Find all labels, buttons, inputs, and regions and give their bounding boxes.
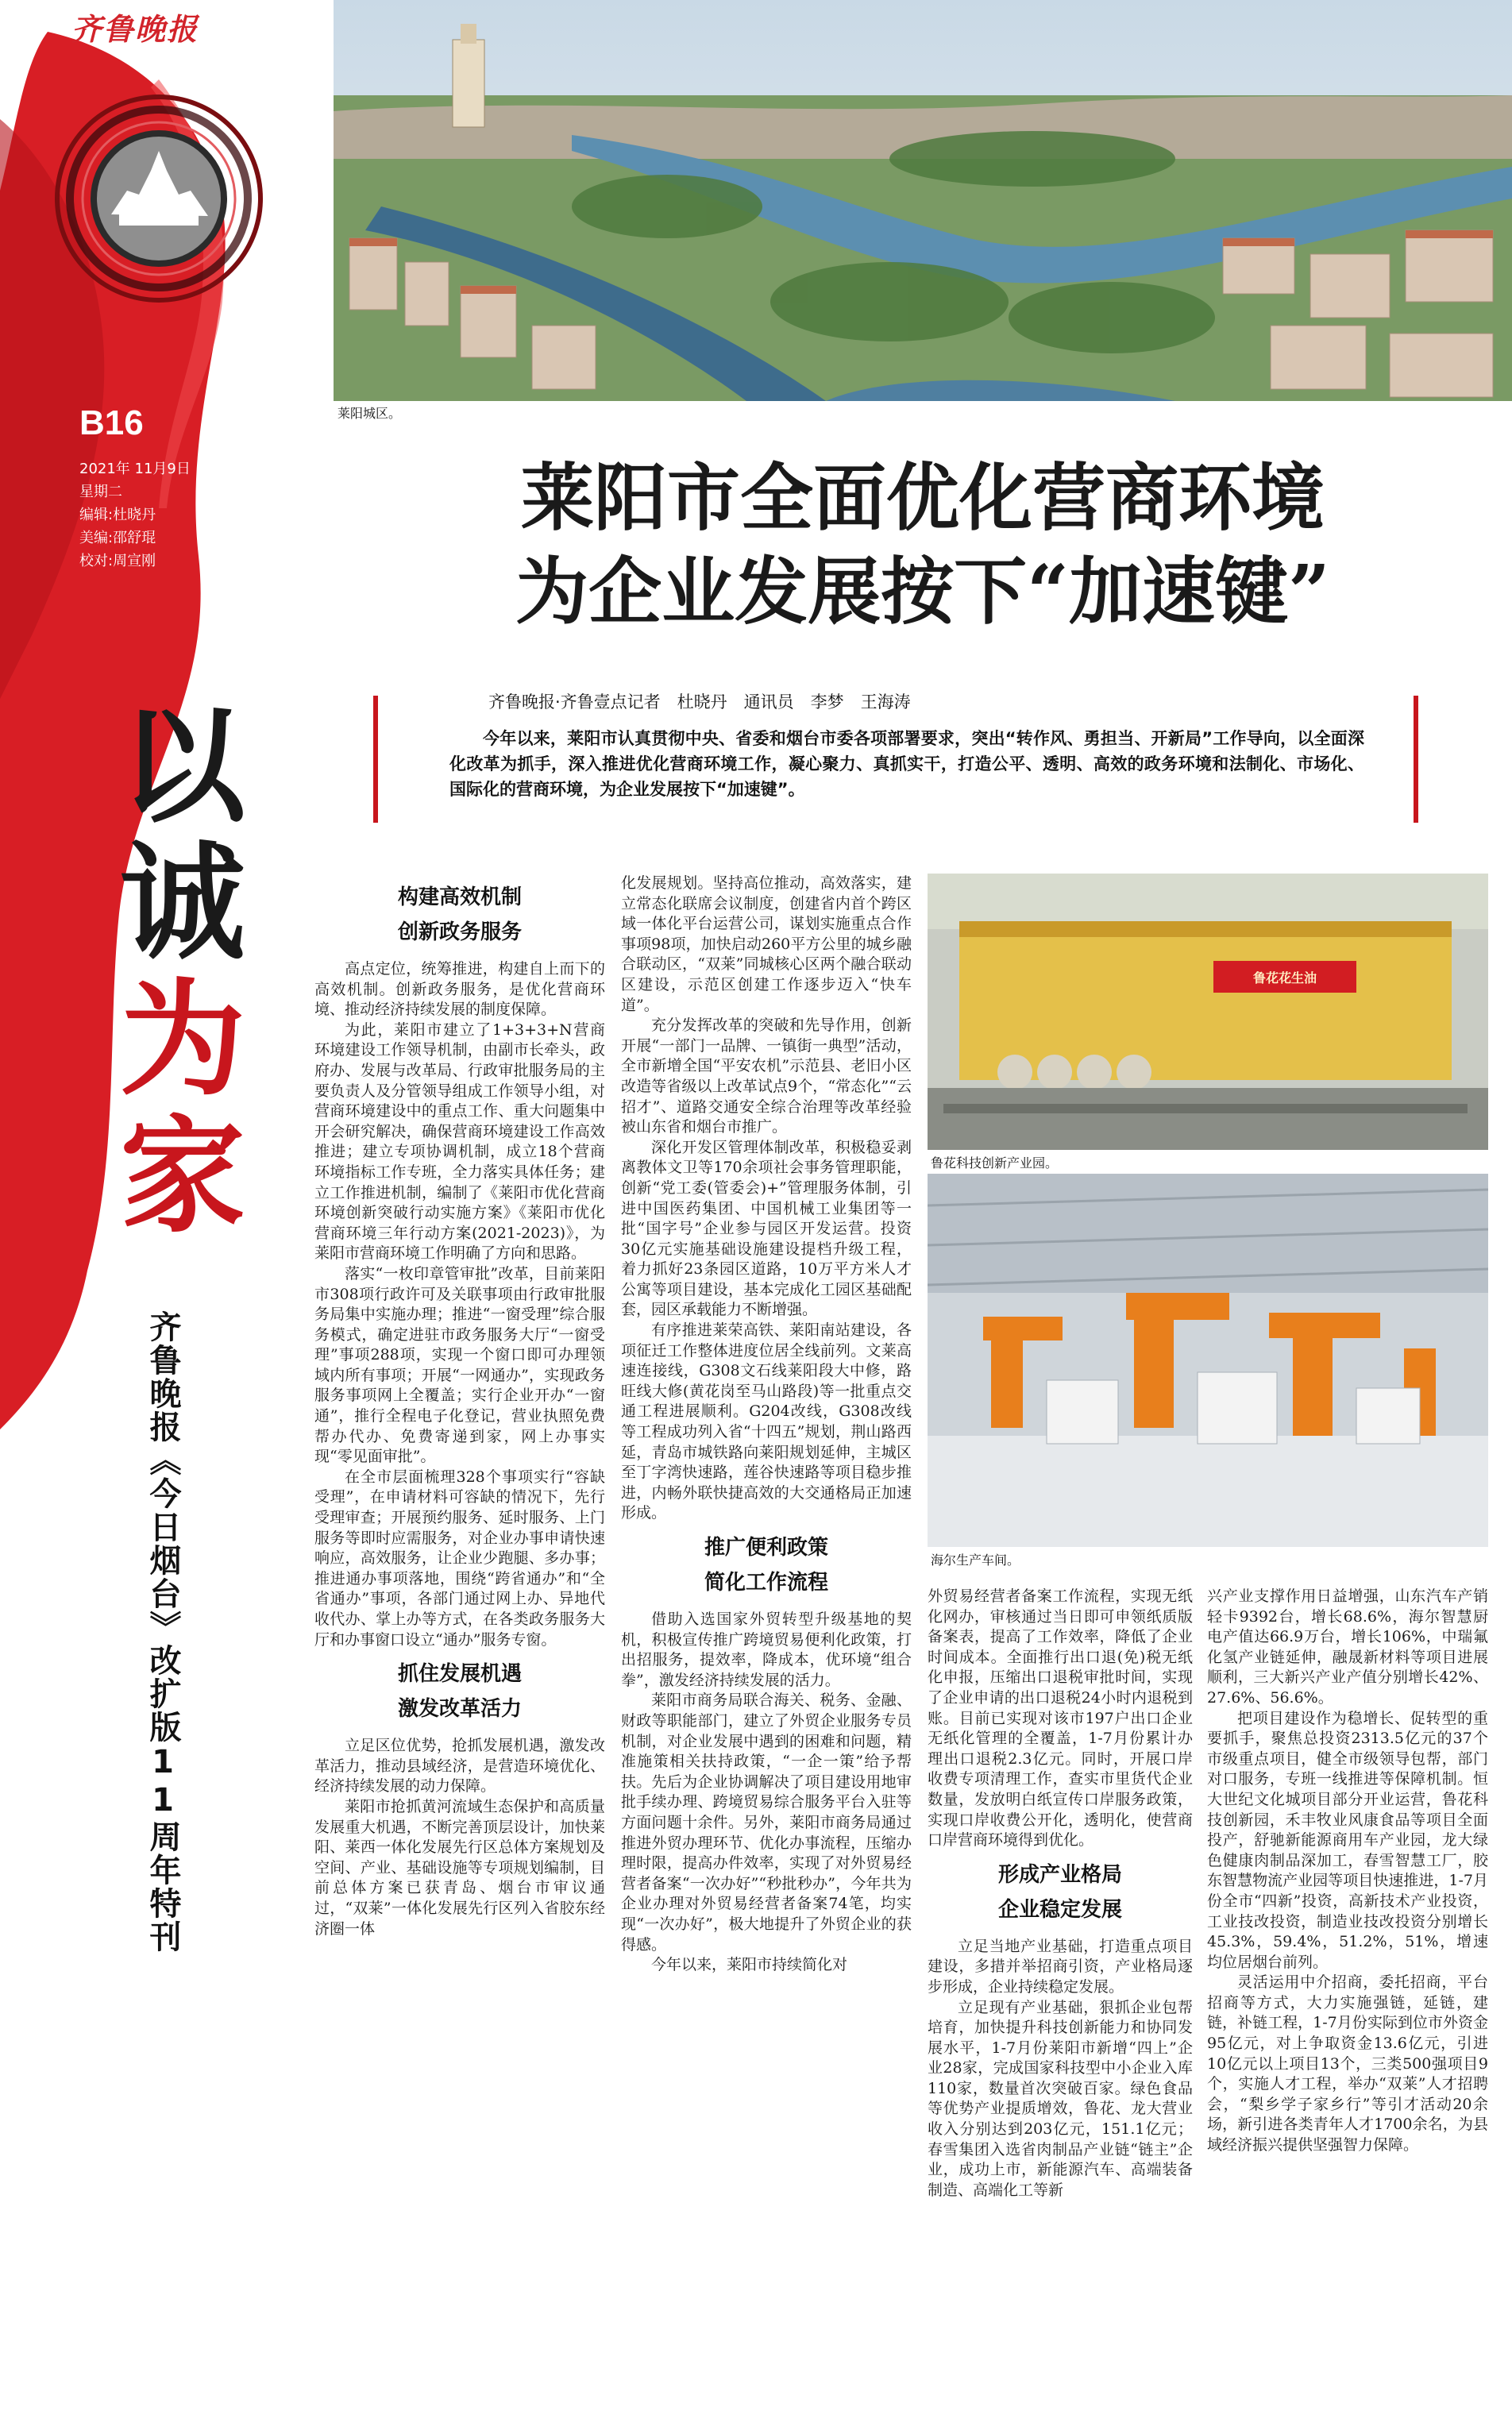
paragraph: 外贸易经营者备案工作流程，实现无纸化网办，审核通过当日即可申领纸质版备案表，提高了工作效率，降低了企业时间成本。全面推行出口退(免)税无纸化申报，压缩出口退税审批时间，实现了企业申请的出口退税24小时内退税到账。目前已实现对该市197户出口企业无纸化管理的全覆盖，1-7月份累计办理出口退税2.3亿元。同时，开展口岸收费专项清理工作，查实市里货代企业数量，发放明白纸宣传口岸服务政策，实现口岸收费公开化，透明化，使营商口岸营商环境得到优化。 (928, 1587, 1193, 1850)
column-1 (314, 874, 605, 1939)
headline-line-1: 莱阳市全面优化营商环境 (520, 455, 1325, 541)
paragraph: 莱阳市商务局联合海关、税务、金融、财政等职能部门，建立了外贸企业服务专员机制，对企业发展中遇到的困难和问题，精准施策相关扶持政策，“一企一策”给予帮扶。先后为企业协调解决了项目建设用地审批手续办理、跨境贸易综合服务平台入驻等方面问题十余件。另外，莱阳市商务局通过推进外贸办理环节、优化办事流程，压缩办理时限，提高办件效率，实现了对外贸易经营者备案“一次办好”“秒批秒办”，今年共为企业办理对外贸易经营者备案74笔，均实现“一次办好”，极大地提升了外贸企业的获得感。 (621, 1691, 912, 1954)
paragraph: 兴产业支撑作用日益增强，山东汽车产销轻卡9392台，增长68.6%，海尔智慧厨电产值达66.9万台，增长106%，中瑞氟化氢产业链延伸，融晟新材料等项目进展顺利，三大新兴产业产值分别增长42%、27.6%、56.6%。 (1207, 1587, 1488, 1707)
editor: 编辑:杜晓丹 (79, 507, 156, 523)
proofreader: 校对:周宣刚 (79, 553, 156, 569)
city-aerial-photo (334, 0, 1512, 401)
factory-photo (928, 874, 1488, 1150)
motto-char-3: 为 (120, 966, 245, 1113)
column-4 (1207, 1587, 1488, 2156)
special-issue-title: 齐鲁晚报《今日烟台》改扩版11周年特刊 (145, 1310, 181, 1954)
factory-photo-caption: 鲁花科技创新产业园。 (931, 1155, 1059, 1171)
subhead-opportunity: 抓住发展机遇 激发改革活力 (397, 1662, 522, 1722)
top-photo-caption: 莱阳城区。 (338, 406, 402, 421)
column-3 (928, 1587, 1193, 2201)
paragraph: 借助入选国家外贸转型升级基地的契机，积极宣传推广跨境贸易便利化政策，打出招服务，提效率，降成本，优环境“组合拳”，激发经济持续发展的活力。 (621, 1610, 912, 1689)
paragraph: 高点定位，统筹推进，构建自上而下的高效机制。创新政务服务，是优化营商环境、推动经济持续发展的制度保障。 (314, 960, 605, 1019)
paragraph: 在全市层面梳理328个事项实行“容缺受理”，在申请材料可容缺的情况下，先行受理审查；开展预约服务、延时服务、上门服务等即时应需服务，对企业办事申请快速响应，高效服务，让企业少跑腿、多办事；推进通办事项落地，围绕“跨省通办”和“全省通办”事项，各部门通过网上办、异地代收代办、掌上办等方式，在各类政务服务大厅和办事窗口设立“通办”服务专窗。 (314, 1468, 605, 1649)
paragraph: 深化开发区管理体制改革，积极稳妥剥离教体文卫等170余项社会事务管理职能，创新“党工委(管委会)+”管理服务体制，引进中国医药集团、中国机械工业集团等一批“国字号”企业参与园区开发运营。投资30亿元实施基础设施建设提档升级工程，着力抓好23条园区道路，10万平方米人才公寓等项目建设，基本完成化工园区基础配套，园区承载能力不断增强。 (621, 1138, 912, 1319)
issue-date: 2021年 11月9日 (79, 461, 191, 477)
lead-paragraph: 今年以来，莱阳市认真贯彻中央、省委和烟台市委各项部署要求，突出“转作风、勇担当、开新局”工作导向，以全面深化改革为抓手，深入推进优化营商环境工作，凝心聚力、真抓实干，打造公平、透明、高效的政务环境和法制化、市场化、国际化的营商环境，为企业发展按下“加速键”。 (449, 729, 1364, 799)
paper-logo: 齐鲁晚报 (71, 12, 199, 47)
paragraph: 充分发挥改革的突破和先导作用，创新开展“一部门一品牌、一镇街一典型”活动，全市新增全国“平安农机”示范县、老旧小区改造等省级以上改革试点9个，“常态化”“云招才”、道路交通安全综合治理等改革经验被山东省和烟台市推广。 (621, 1016, 912, 1136)
accent-bar-right (1414, 696, 1418, 823)
workshop-photo (928, 1174, 1488, 1547)
factory-sign: 鲁花花生油 (1252, 970, 1317, 986)
motto-char-4: 家 (120, 1103, 245, 1250)
byline: 齐鲁晚报·齐鲁壹点记者 杜晓丹 通讯员 李梦 王海涛 (488, 692, 911, 712)
subhead-policy: 推广便利政策 简化工作流程 (704, 1536, 828, 1595)
headline-line-2: 为企业发展按下“加速键” (515, 549, 1330, 635)
subhead-mechanism: 构建高效机制 创新政务服务 (397, 885, 522, 944)
motto-char-1: 以 (120, 693, 245, 840)
motto (111, 693, 254, 1250)
paragraph: 灵活运用中介招商，委托招商，平台招商等方式，大力实施强链，延链，建链，补链工程，1-7月份实际到位市外资金95亿元，对上争取资金13.6亿元，引进10亿元以上项目13个，三类500强项目9个，实施人才工程，举办“双莱”人才招聘会，“梨乡学子家乡行”等引才活动20余场，新引进各类青年人才1700余名，为县域经济振兴提供坚强智力保障。 (1207, 1973, 1488, 2154)
paragraph: 化发展规划。坚持高位推动，高效落实，建立常态化联席会议制度，创建省内首个跨区域一体化平台运营公司，谋划实施重点合作事项98项，加快启动260平方公里的城乡融合联动区，“双莱”同城核心区两个融合联动区建设，示范区创建工作逐步迈入“快车道”。 (621, 874, 912, 1014)
paragraph: 立足现有产业基础，狠抓企业包帮培育，加快提升科技创新能力和协同发展水平，1-7月份莱阳市新增“四上”企业28家，完成国家科技型中小企业入库110家，数量首次突破百家。绿色食品等优势产业提质增效，鲁花、龙大营业收入分别达到203亿元，151.1亿元；春雪集团入选省肉制品产业链“链主”企业，成功上市，新能源汽车、高端装备制造、高端化工等新 (928, 1998, 1193, 2199)
accent-bar-left (373, 696, 378, 823)
headline (334, 451, 1512, 638)
paragraph: 立足当地产业基础，打造重点项目建设，多措并举招商引资，产业格局逐步形成，企业持续稳定发展。 (928, 1937, 1193, 1996)
workshop-photo-caption: 海尔生产车间。 (931, 1553, 1020, 1568)
page-number: B16 (79, 403, 144, 442)
paragraph: 今年以来，莱阳市持续简化对 (651, 1956, 848, 1974)
art-editor: 美编:邵舒琨 (79, 530, 156, 546)
paragraph: 莱阳市抢抓黄河流域生态保护和高质量发展重大机遇，不断完善顶层设计，加快莱阳、莱西一体化发展先行区总体方案规划及空间、产业、基础设施等专项规划编制，目前总体方案已获青岛、烟台市审议通过，“双莱”一体化发展先行区列入省胶东经济圈一体 (314, 1797, 605, 1938)
paragraph: 有序推进莱荣高铁、莱阳南站建设，各项征迁工作整体进度位居全线前列。文莱高速连接线，G308文石线莱阳段大中修，路旺线大修(黄花岗至马山路段)等一批重点交通工程进展顺利。G204改线，G308改线等工程成功列入省“十四五”规划，荆山路西延，青岛市城铁路向莱阳规划延伸，主城区至丁字湾快速路，莲谷快速路等项目稳步推进，内畅外联快捷高效的大交通格局正加速形成。 (621, 1321, 912, 1522)
paragraph: 落实“一枚印章管审批”改革，目前莱阳市308项行政许可及关联事项由行政审批服务局集中实施办理；推进“一窗受理”综合服务模式，确定进驻市政务服务大厅“一窗受理”事项288项，实现一个窗口即可办理领域内所有事项；开展“一网通办”，实现政务服务事项网上全覆盖；实行企业开办“一窗通”，推行全程电子化登记，营业执照免费帮办代办、免费寄递到家，网上办事实现“零见面审批”。 (314, 1264, 605, 1466)
paragraph: 为此，莱阳市建立了1+3+3+N营商环境建设工作领导机制，由副市长牵头，政府办、发展与改革局、行政审批服务局的主要负责人及分管领导组成工作领导小组，对营商环境建设中的重点工作、重大问题集中开会研究解决，确保营商环境建设工作高效推进；建立专项协调机制，成立18个营商环境指标工作专班，全力落实具体任务；建立工作推进机制，编制了《莱阳市优化营商环境创新突破行动实施方案》《莱阳市优化营商环境三年行动方案(2021-2023)》，为莱阳市营商环境工作明确了方向和思路。 (314, 1020, 605, 1263)
column-2 (621, 874, 912, 1976)
motto-char-2: 诚 (120, 830, 245, 977)
page-meta (79, 457, 191, 573)
subhead-industry: 形成产业格局 企业稳定发展 (997, 1862, 1122, 1922)
paragraph: 立足区位优势，抢抓发展机遇，激发改革活力，推动县域经济，是营造环境优化、经济持续发展的动力保障。 (314, 1737, 605, 1796)
weekday: 星期二 (79, 484, 122, 500)
paragraph: 把项目建设作为稳增长、促转型的重要抓手，聚焦总投资2313.5亿元的37个市级重点项目，健全市级领导包帮，部门对口服务，专班一线推进等保障机制。恒大世纪文化城项目部分开业运营，鲁花科技创新园，禾丰牧业风康食品等项目全面投产，舒驰新能源商用车产业园，龙大绿色健康肉制品深加工，春雪智慧工厂，胶东智慧物流产业园等项目快速推进，1-7月份全市“四新”投资，高新技术产业投资，工业技改投资，制造业技改投资分别增长45.3%，59.4%，51.2%，51%，增速均位居烟台前列。 (1207, 1709, 1488, 1971)
